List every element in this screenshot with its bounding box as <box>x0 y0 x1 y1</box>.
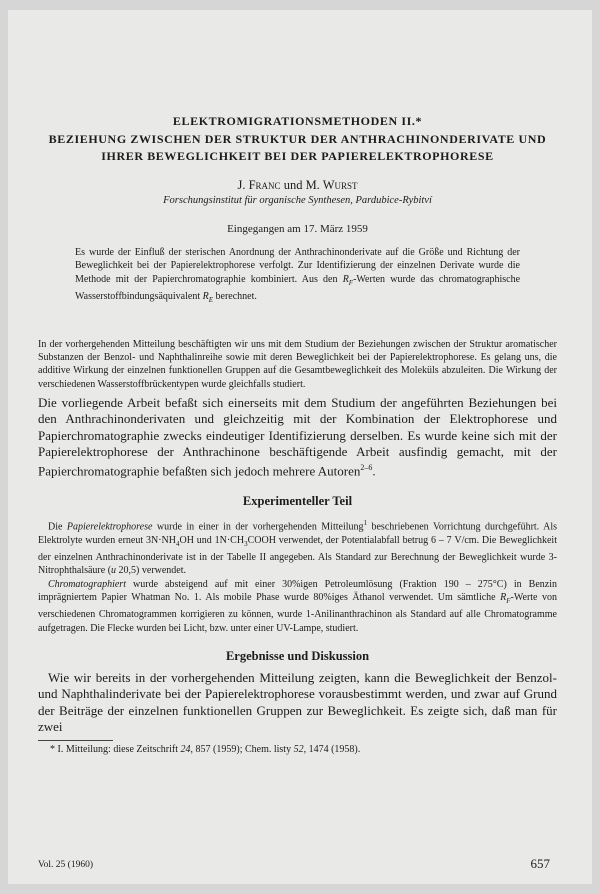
intro-paragraph <box>38 395 557 480</box>
rf-value-symbol-2-subscript: F <box>506 596 511 605</box>
rf-symbol <box>343 274 353 285</box>
footnote-vol: 24 <box>180 743 191 755</box>
footnote-vol2: 52 <box>293 743 304 755</box>
author-join: und <box>280 178 306 192</box>
abstract-text-3: berechnet. <box>213 291 257 303</box>
re-value-symbol: $R_E$ <box>202 291 213 305</box>
exp-p2-a: wurde absteigend auf mit einer 30%igen Petroleumlösung (Fraktion 190 – 275°C) in Benzin imprägniertem Papier Whatman No. 1. Als mobile Phase wurde 80%iges Äthanol verwendet. Um sämtliche <box>38 578 557 603</box>
paper-page <box>8 10 592 884</box>
intro-refs: 2–6 <box>360 463 373 473</box>
footnote-c: , 1474 (1958). <box>303 743 361 755</box>
exp-p1-em2: u <box>111 565 117 577</box>
rf-value-symbol: $R_F$ <box>342 273 354 287</box>
institution: Forschungsinstitut für organische Synthesen, Pardubice-Rybitví <box>163 195 432 206</box>
exp-p1-e: COOH verwendet, der Potentialabfall betrug 6 – 7 V/cm. Die Beweglichkeit der einzelnen Anthrachinonderivate ist in der Tabelle II angegeben. Als Standard zur Berechnung der Beweglichkeit wurde 3-Nitrophthalsäure ( <box>38 534 557 577</box>
section-heading-experimental: Experimenteller Teil <box>242 494 353 509</box>
rf-symbol-2 <box>500 592 510 603</box>
abstract <box>75 246 520 308</box>
authors <box>28 177 567 193</box>
experimental-paragraph-2 <box>38 578 557 635</box>
received-date: Eingegangen am 17. März 1959 <box>227 223 368 235</box>
page-footer <box>38 856 550 876</box>
section-heading-results: Ergebnisse und Diskussion <box>225 648 370 663</box>
exp-p1-sub1: 4 <box>175 539 180 548</box>
rf-value-symbol-2: $R_F$ <box>500 591 511 605</box>
rf-value-symbol-subscript: F <box>348 278 354 287</box>
exp-p2-em: Chromatographiert <box>48 578 126 590</box>
page-number: 657 <box>530 856 550 871</box>
exp-p1-em: Papierelektrophorese <box>66 521 153 533</box>
exp-p1-c: beschriebenen Vorrichtung durchgeführt. Als Elektrolyte wurden erneut 3N·NH <box>38 521 557 546</box>
author-wurst: M. Wurst <box>305 178 358 192</box>
exp-p1-f: 20,5) verwendet. <box>116 565 187 577</box>
abstract-text-2: -Werten wurde das chromatographische Wasserstoffbindungsäquivalent <box>75 273 521 303</box>
volume-info: Vol. 25 (1960) <box>38 860 93 870</box>
experimental-text <box>38 517 557 635</box>
exp-p1-a: Die <box>48 521 67 533</box>
article-body <box>28 113 567 756</box>
exp-p1-ref: 1 <box>363 519 368 528</box>
results-paragraph: Wie wir bereits in der vorhergehenden Mitteilung zeigten, kann die Beweglichkeit der Benzol- und Naphthalinderivate bei der Papierelektrophorese vorausbestimmt werden, und zwar auf Grund der Beiträge der einzelnen funktionellen Gruppen zur Beweglichkeit. Es zeigte sich, daß man für zwei <box>38 669 557 735</box>
footnote-a: * I. Mitteilung: diese Zeitschrift <box>50 743 181 755</box>
re-symbol <box>202 291 213 305</box>
footnote <box>50 743 557 756</box>
re-value-symbol-subscript: E <box>208 296 213 305</box>
intro-text: Die vorliegende Arbeit befaßt sich einerseits mit dem Studium der angeführten Beziehungen bei den Anthrachinonderivaten und gleichzeitig mit der Kombination der Elektrophorese und Papierchromatographie zwecks eindeutiger Identifizierung derselben. Es wurde keine sich mit der Papierelektrophorese der Anthrachinone beschäftigende Arbeit ausfindig gemacht, mit der Papierchromatographie befaßten sich jedoch mehrere Autoren <box>38 394 557 479</box>
experimental-paragraph-1 <box>38 517 557 578</box>
intro-end: . <box>372 463 376 479</box>
exp-p1-d: OH und 1N·CH <box>179 534 245 546</box>
abstract-text-1: Es wurde der Einfluß der sterischen Anordnung der Anthrachinonderivate auf die Größe und Richtung der Beweglichkeit bei der Papierelektrophorese verfolgt. Zur Identifizierung der einzelnen Derivate wurde die Methode mit der Papierchromatographie kombiniert. Aus den <box>75 247 520 285</box>
author-franc: J. Franc <box>237 178 281 192</box>
exp-p1-sub2: 3 <box>244 539 248 548</box>
exp-p1-b: wurde in einer in der vorhergehenden Mitteilung <box>152 521 364 533</box>
footnote-b: , 857 (1959); Chem. listy <box>190 743 294 755</box>
footnote-rule <box>38 740 113 741</box>
article-title: BEZIEHUNG ZWISCHEN DER STRUKTUR DER ANTHRACHINONDERIVATE UND IHRER BEWEGLICHKEIT BEI DER PAPIERELEKTROPHORESE <box>48 132 547 163</box>
intro-small-print: In der vorhergehenden Mitteilung beschäftigten wir uns mit dem Studium der Beziehungen zwischen der Struktur aromatischer Substanzen der Benzol- und Naphthalinreihe sowie mit deren Beweglichkeit bei der Papierelektrophorese. Es gelang uns, die additive Wirkung der einzelnen funktionellen Gruppen auf die Gesamtbeweglichkeit des Moleküls abzuleiten. Die Wirkung der verschiedenen Wasserstoffbrückentypen wurde gleichfalls studiert. <box>38 338 557 390</box>
article-title-series: ELEKTROMIGRATIONSMETHODEN II.* <box>172 114 423 128</box>
exp-p2-b: -Werte von verschiedenen Chromatogrammen korrigieren zu können, wurde 1-Anilinanthrachinon als Standard auf alle Chromatogramme aufgetragen. Die Flecke wurden bei Licht, bzw. unter einer UV-Lampe, studiert. <box>38 591 558 634</box>
